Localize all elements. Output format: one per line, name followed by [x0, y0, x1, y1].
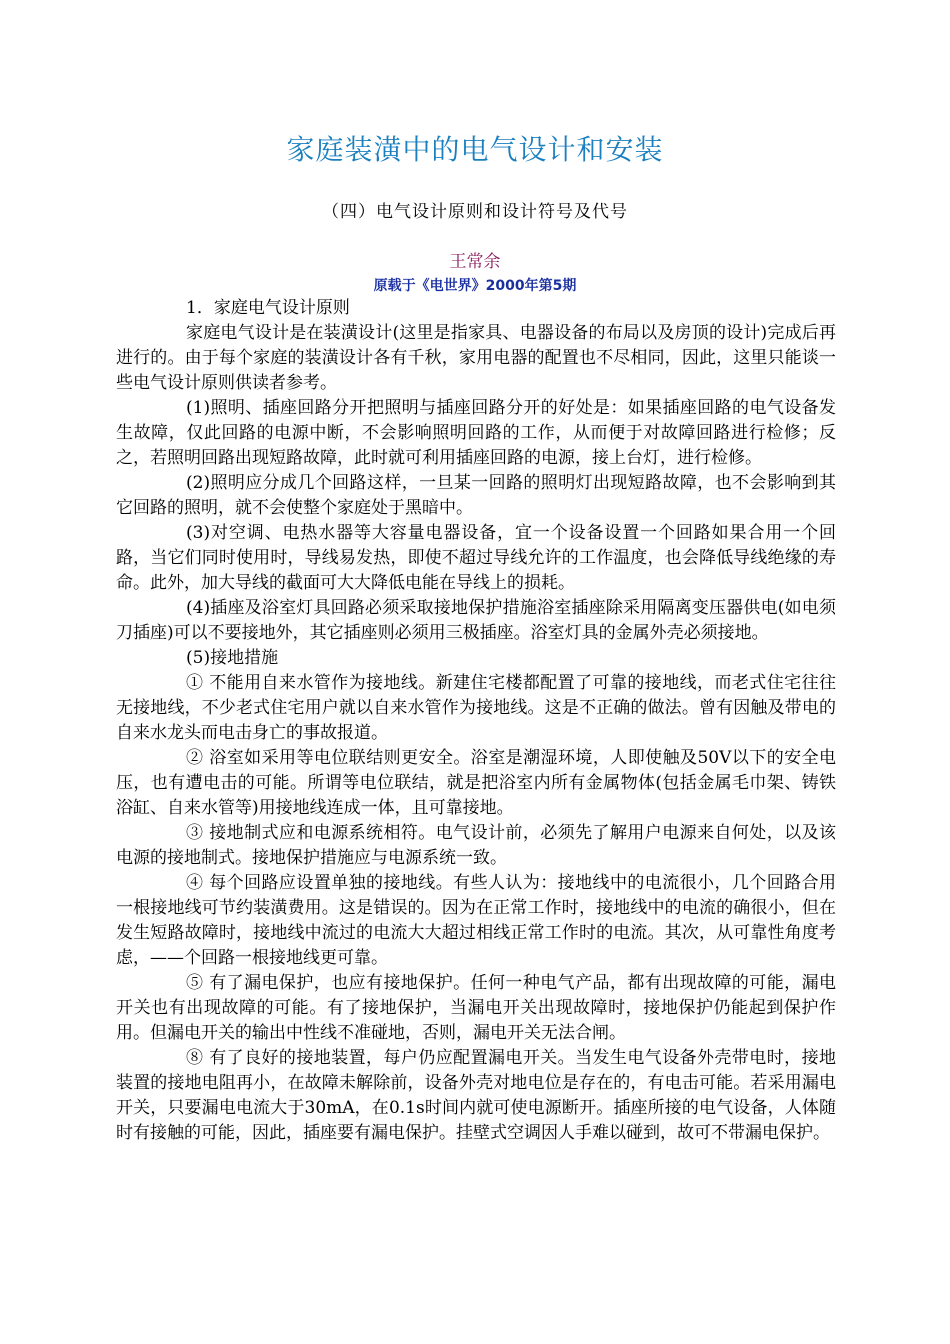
document-title: 家庭装潢中的电气设计和安装 — [286, 133, 664, 166]
paragraph-grounding-5: ⑤ 有了漏电保护，也应有接地保护。任何一种电气产品，都有出现故障的可能，漏电开关也有出现故障的可能。有了接地保护，当漏电开关出现故障时，接地保护仍能起到保护作用。但漏电开关的输出中性线不准碰地，否则，漏电开关无法合闸。 — [116, 973, 836, 1043]
paragraph-grounding-3: ③ 接地制式应和电源系统相符。电气设计前，必须先了解用户电源来自何处，以及该电源的接地制式。接地保护措施应与电源系统一致。 — [116, 823, 836, 868]
paragraph-item-4: (4)插座及浴室灯具回路必须采取接地保护措施浴室插座除采用隔离变压器供电(如电须刀插座)可以不要接地外，其它插座则必须用三极插座。浴室灯具的金属外壳必须接地。 — [116, 598, 836, 643]
paragraph-item-1: (1)照明、插座回路分开把照明与插座回路分开的好处是：如果插座回路的电气设备发生故障，仅此回路的电源中断，不会影响照明回路的工作，从而便于对故障回路进行检修；反之，若照明回路出现短路故障，此时就可利用插座回路的电源，接上台灯，进行检修。 — [116, 398, 836, 468]
paragraph-grounding-4: ④ 每个回路应设置单独的接地线。有些人认为：接地线中的电流很小，几个回路合用一根接地线可节约装潢费用。这是错误的。因为在正常工作时，接地线中的电流的确很小，但在发生短路故障时，接地线中流过的电流大大超过相线正常工作时的电流。其次，从可靠性角度考虑，——个回路一根接地线更可靠。 — [116, 873, 836, 968]
document-subtitle: （四）电气设计原则和设计符号及代号 — [322, 202, 628, 222]
section-heading: 1．家庭电气设计原则 — [186, 298, 350, 318]
paragraph-grounding-2: ② 浴室如采用等电位联结则更安全。浴室是潮湿环境，人即使触及50V以下的安全电压，也有遭电击的可能。所谓等电位联结，就是把浴室内所有金属物体(包括金属毛巾架、铸铁浴缸、自来水管等)用接地线连成一体，且可靠接地。 — [116, 748, 836, 818]
article-body — [116, 296, 836, 1146]
paragraph-item-5-heading: (5)接地措施 — [186, 648, 279, 668]
paragraph-item-2: (2)照明应分成几个回路这样，一旦某一回路的照明灯出现短路故障，也不会影响到其它回路的照明，就不会使整个家庭处于黑暗中。 — [116, 473, 836, 518]
paragraph-grounding-1: ① 不能用自来水管作为接地线。新建住宅楼都配置了可靠的接地线，而老式住宅往往无接地线，不少老式住宅用户就以自来水管作为接地线。这是不正确的做法。曾有因触及带电的自来水龙头而电击身亡的事故报道。 — [116, 673, 836, 743]
source-citation: 原载于《电世界》2000年第5期 — [373, 278, 577, 294]
paragraph-grounding-6: ⑧ 有了良好的接地装置，每户仍应配置漏电开关。当发生电气设备外壳带电时，接地装置的接地电阻再小，在故障未解除前，设备外壳对地电位是存在的，有电击可能。若采用漏电开关，只要漏电电流大于30mA，在0.1s时间内就可使电源断开。插座所接的电气设备，人体随时有接触的可能，因此，插座要有漏电保护。挂壁式空调因人手难以碰到，故可不带漏电保护。 — [116, 1048, 836, 1143]
paragraph-item-3: (3)对空调、电热水器等大容量电器设备，宜一个设备设置一个回路如果合用一个回路，当它们同时使用时，导线易发热，即使不超过导线允许的工作温度，也会降低导线绝缘的寿命。此外，加大导线的截面可大大降低电能在导线上的损耗。 — [116, 523, 836, 593]
paragraph-intro: 家庭电气设计是在装潢设计(这里是指家具、电器设备的布局以及房顶的设计)完成后再进行的。由于每个家庭的装潢设计各有千秋，家用电器的配置也不尽相同，因此，这里只能谈一些电气设计原则供读者参考。 — [116, 323, 836, 393]
author-name: 王常余 — [449, 252, 501, 272]
